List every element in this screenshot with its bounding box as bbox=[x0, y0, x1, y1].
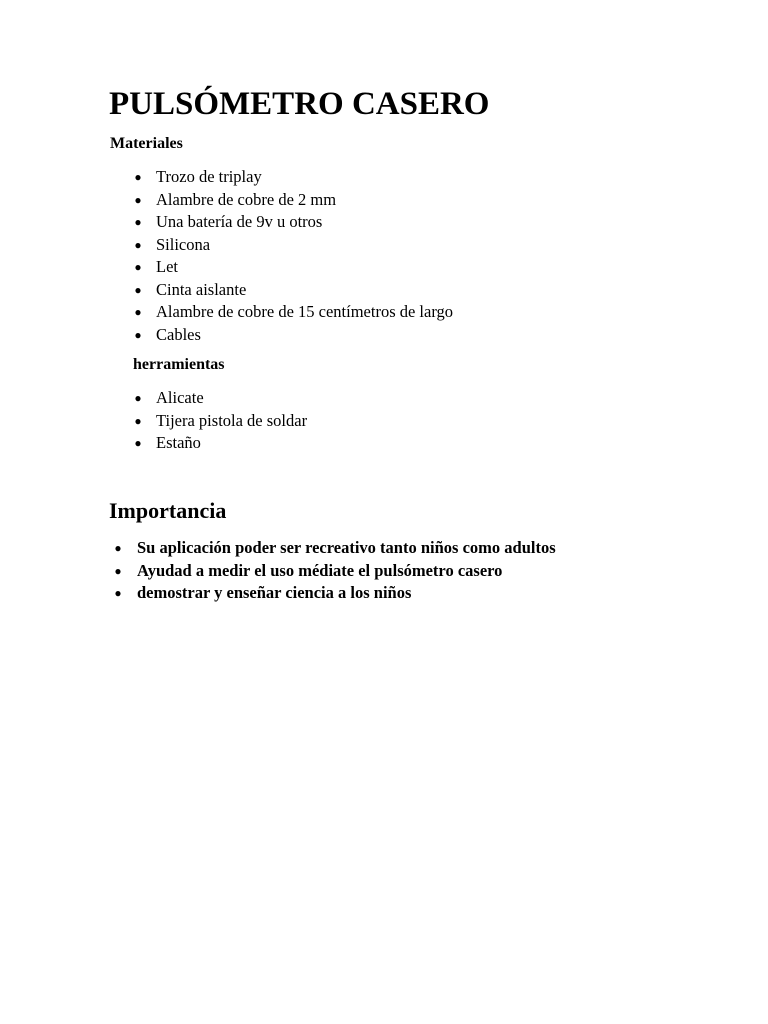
list-item-text: Ayudad a medir el uso médiate el pulsómetro casero bbox=[137, 560, 503, 580]
tools-list bbox=[133, 387, 307, 455]
list-item bbox=[133, 410, 307, 433]
list-item bbox=[133, 256, 453, 279]
list-item-text: Una batería de 9v u otros bbox=[156, 212, 323, 231]
list-item bbox=[133, 279, 453, 302]
bullet-icon: ● bbox=[134, 237, 142, 252]
list-item bbox=[133, 324, 453, 347]
list-item-text: Alambre de cobre de 2 mm bbox=[156, 189, 337, 209]
document-title: PULSÓMETRO CASERO bbox=[109, 86, 490, 122]
bullet-icon: ● bbox=[134, 282, 142, 297]
list-item-text: Let bbox=[156, 257, 178, 276]
bullet-icon: ● bbox=[134, 305, 142, 319]
importance-list bbox=[113, 537, 556, 605]
materials-heading: Materiales bbox=[110, 135, 183, 152]
bullet-icon: ● bbox=[114, 586, 122, 600]
list-item-text: Estaño bbox=[156, 433, 201, 452]
list-item-text: Alambre de cobre de 15 centímetros de largo bbox=[156, 302, 454, 321]
bullet-icon: ● bbox=[134, 170, 142, 184]
list-item bbox=[113, 582, 556, 605]
list-item-text: Trozo de triplay bbox=[156, 167, 262, 186]
bullet-icon: ● bbox=[134, 215, 142, 229]
tools-heading: herramientas bbox=[133, 356, 225, 373]
bullet-icon: ● bbox=[134, 391, 142, 405]
list-item-text: Cables bbox=[156, 324, 201, 344]
list-item bbox=[113, 537, 556, 560]
list-item bbox=[113, 560, 556, 583]
list-item bbox=[133, 189, 453, 212]
bullet-icon: ● bbox=[114, 541, 122, 555]
list-item-text: Silicona bbox=[156, 234, 211, 254]
bullet-icon: ● bbox=[134, 413, 142, 428]
list-item-text: Tijera pistola de soldar bbox=[156, 410, 308, 430]
bullet-icon: ● bbox=[134, 327, 142, 342]
list-item-text: Su aplicación poder ser recreativo tanto niños como adultos bbox=[137, 538, 556, 557]
importance-heading: Importancia bbox=[109, 498, 227, 523]
bullet-icon: ● bbox=[114, 563, 122, 578]
bullet-icon: ● bbox=[134, 260, 142, 274]
bullet-icon: ● bbox=[134, 436, 142, 450]
list-item bbox=[133, 234, 453, 257]
list-item bbox=[133, 166, 453, 189]
materials-list bbox=[133, 166, 453, 346]
list-item bbox=[133, 387, 307, 410]
list-item bbox=[133, 301, 453, 324]
list-item bbox=[133, 211, 453, 234]
list-item-text: demostrar y enseñar ciencia a los niños bbox=[137, 583, 412, 602]
list-item bbox=[133, 432, 307, 455]
list-item-text: Cinta aislante bbox=[156, 279, 247, 299]
bullet-icon: ● bbox=[134, 192, 142, 207]
list-item-text: Alicate bbox=[156, 388, 204, 407]
